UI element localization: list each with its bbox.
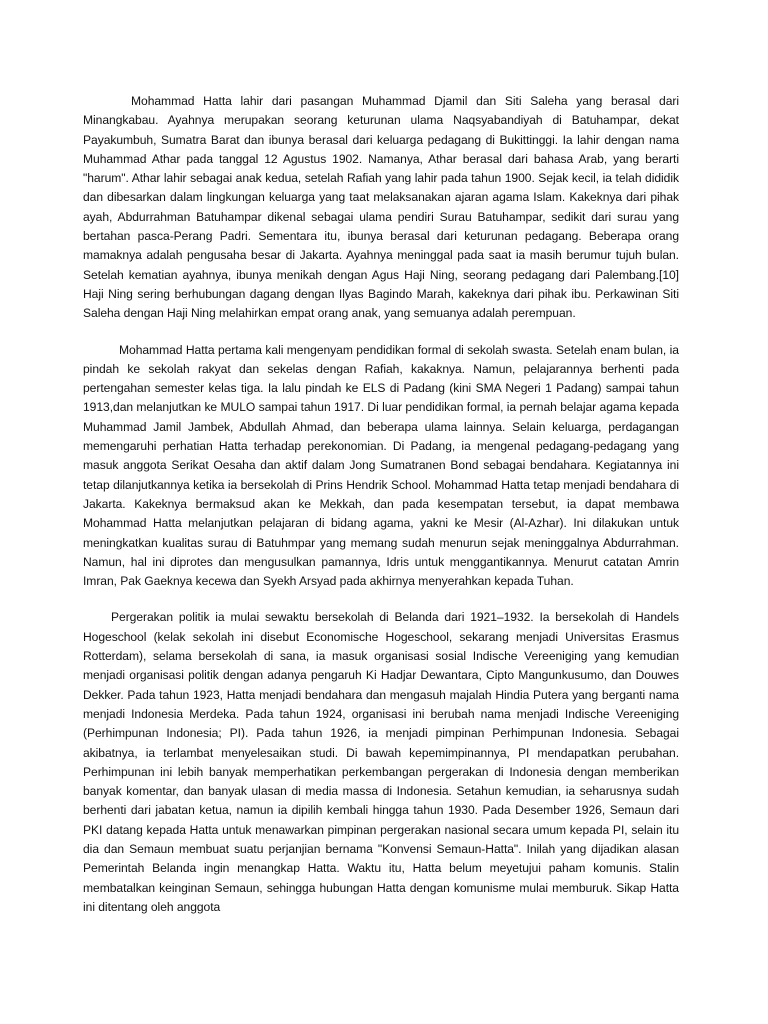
document-page [83, 92, 679, 934]
paragraph-education: Mohammad Hatta pertama kali mengenyam pendidikan formal di sekolah swasta. Setelah enam bulan, ia pindah ke sekolah rakyat dan sekelas dengan Rafiah, kakaknya. Namun, pelajarannya berhenti pada pertengahan semester kelas tiga. Ia lalu pindah ke ELS di Padang (kini SMA Negeri 1 Padang) sampai tahun 1913,dan melanjutkan ke MULO sampai tahun 1917. Di luar pendidikan formal, ia pernah belajar agama kepada Muhammad Jamil Jambek, Abdullah Ahmad, dan beberapa ulama lainnya. Selain keluarga, perdagangan memengaruhi perhatian Hatta terhadap perekonomian. Di Padang, ia mengenal pedagang-pedagang yang masuk anggota Serikat Oesaha dan aktif dalam Jong Sumatranen Bond sebagai bendahara. Kegiatannya ini tetap dilanjutkannya ketika ia bersekolah di Prins Hendrik School. Mohammad Hatta tetap menjadi bendahara di Jakarta. Kakeknya bermaksud akan ke Mekkah, dan pada kesempatan tersebut, ia dapat membawa Mohammad Hatta melanjutkan pelajaran di bidang agama, yakni ke Mesir (Al-Azhar). Ini dilakukan untuk meningkatkan kualitas surau di Batuhmpar yang memang sudah menurun sejak meninggalnya Abdurrahman. Namun, hal ini diprotes dan mengusulkan pamannya, Idris untuk menggantikannya. Menurut catatan Amrin Imran, Pak Gaeknya kecewa dan Syekh Arsyad pada akhirnya menyerahkan kepada Tuhan. [83, 342, 679, 589]
paragraph-political-movement: Pergerakan politik ia mulai sewaktu bersekolah di Belanda dari 1921–1932. Ia bersekolah di Handels Hogeschool (kelak sekolah ini disebut Economische Hogeschool, sekarang menjadi Universitas Erasmus Rotterdam), selama bersekolah di sana, ia masuk organisasi sosial Indische Vereeniging yang kemudian menjadi organisasi politik dengan adanya pengaruh Ki Hadjar Dewantara, Cipto Mangunkusumo, dan Douwes Dekker. Pada tahun 1923, Hatta menjadi bendahara dan mengasuh majalah Hindia Putera yang berganti nama menjadi Indonesia Merdeka. Pada tahun 1924, organisasi ini berubah nama menjadi Indische Vereeniging (Perhimpunan Indonesia; PI). Pada tahun 1926, ia menjadi pimpinan Perhimpunan Indonesia. Sebagai akibatnya, ia terlambat menyelesaikan studi. Di bawah kepemimpinannya, PI mendapatkan perubahan. Perhimpunan ini lebih banyak memperhatikan perkembangan pergerakan di Indonesia dengan memberikan banyak komentar, dan banyak ulasan di media massa di Indonesia. Setahun kemudian, ia seharusnya sudah berhenti dari jabatan ketua, namun ia dipilih kembali hingga tahun 1930. Pada Desember 1926, Semaun dari PKI datang kepada Hatta untuk menawarkan pimpinan pergerakan nasional secara umum kepada PI, selain itu dia dan Semaun membuat suatu perjanjian bernama "Konvensi Semaun-Hatta". Inilah yang dijadikan alasan Pemerintah Belanda ingin menangkap Hatta. Waktu itu, Hatta belum meyetujui paham komunis. Stalin membatalkan keinginan Semaun, sehingga hubungan Hatta dengan komunisme mulai memburuk. Sikap Hatta ini ditentang oleh anggota [83, 610, 679, 914]
paragraph-early-life: Mohammad Hatta lahir dari pasangan Muhammad Djamil dan Siti Saleha yang berasal dari Minangkabau. Ayahnya merupakan seorang keturunan ulama Naqsyabandiyah di Batuhampar, dekat Payakumbuh, Sumatra Barat dan ibunya berasal dari keluarga pedagang di Bukittinggi. Ia lahir dengan nama Muhammad Athar pada tanggal 12 Agustus 1902. Namanya, Athar berasal dari bahasa Arab, yang berarti "harum". Athar lahir sebagai anak kedua, setelah Rafiah yang lahir pada tahun 1900. Sejak kecil, ia telah dididik dan dibesarkan dalam lingkungan keluarga yang taat melaksanakan ajaran agama Islam. Kakeknya dari pihak ayah, Abdurrahman Batuhampar dikenal sebagai ulama pendiri Surau Batuhampar, sedikit dari surau yang bertahan pasca-Perang Padri. Sementara itu, ibunya berasal dari keturunan pedagang. Beberapa orang mamaknya adalah pengusaha besar di Jakarta. Ayahnya meninggal pada saat ia masih berumur tujuh bulan. Setelah kematian ayahnya, ibunya menikah dengan Agus Haji Ning, seorang pedagang dari Palembang.[10] Haji Ning sering berhubungan dagang dengan Ilyas Bagindo Marah, kakeknya dari pihak ibu. Perkawinan Siti Saleha dengan Haji Ning melahirkan empat orang anak, yang semuanya adalah perempuan. [83, 94, 679, 321]
